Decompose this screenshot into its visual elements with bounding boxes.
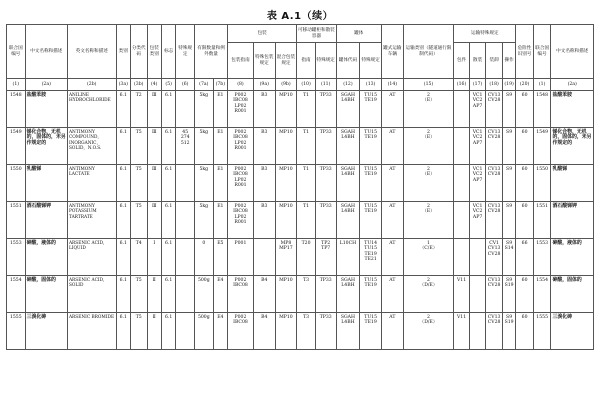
label-cell: 6.1: [161, 91, 175, 128]
column-number: (7a): [195, 79, 214, 91]
packing-instruction-cell: [228, 276, 254, 313]
vehicle-cell: AT: [382, 165, 404, 202]
tunnel-code: （C/E）: [419, 246, 438, 252]
column-number: (4): [147, 79, 161, 91]
cell-line: R001: [234, 146, 247, 152]
cn-name-cell: 酒石酸锑钾: [25, 202, 67, 239]
hazard-id-cell: 60: [516, 313, 534, 350]
un-cell-2: 1553: [533, 239, 551, 276]
header-special-provisions: 特殊规定: [176, 25, 195, 79]
cell-line: R001: [234, 109, 247, 115]
column-number: (17): [469, 79, 486, 91]
header-transport-category: 运输类别（隧道通行限制代码）: [403, 25, 454, 79]
cn-name-cell: 锑化合物，无机的，固体的，未另作规定的: [25, 128, 67, 165]
un-cell-2: 1555: [533, 313, 551, 350]
column-number: (3b): [130, 79, 147, 91]
cn-name-cell-2: 砷酸，液体的: [551, 239, 594, 276]
packing-group-cell: Ⅰ: [147, 239, 161, 276]
un-cell: 1553: [7, 239, 26, 276]
limited-quantity-cell: 500g: [195, 276, 214, 313]
pt-special-cell: TP33: [315, 276, 336, 313]
header-ts-operation: 操作: [502, 43, 515, 79]
tank-code-cell: SGAH L4BH: [336, 313, 360, 350]
column-number: (12): [336, 79, 360, 91]
vehicle-cell: AT: [382, 202, 404, 239]
pt-instruction-cell: T1: [297, 202, 316, 239]
cn-name-cell: 盐酸苯胺: [25, 91, 67, 128]
vehicle-cell: AT: [382, 276, 404, 313]
tank-special-cell: TU14 TU15 TE19 TE21: [360, 239, 382, 276]
dangerous-goods-table: [6, 24, 594, 350]
pt-special-cell: TP33: [315, 128, 336, 165]
special-provisions-cell: 45 274 512: [176, 128, 195, 165]
cn-name-cell-2: 盐酸苯胺: [551, 91, 594, 128]
ts-packages-cell: V11: [454, 313, 470, 350]
special-packing-cell: B3: [253, 128, 275, 165]
ts-bulk-cell: [469, 313, 486, 350]
header-tank-special: 特殊规定: [360, 43, 382, 79]
limited-quantity-cell: 500g: [195, 313, 214, 350]
column-number: (18): [486, 79, 503, 91]
limited-quantity-cell: 5kg: [195, 128, 214, 165]
ts-packages-cell: [454, 91, 470, 128]
column-number: (9a): [253, 79, 275, 91]
un-cell: 1550: [7, 165, 26, 202]
packing-instruction-cell: [228, 91, 254, 128]
label-cell: 6.1: [161, 202, 175, 239]
ts-operation-cell: S9 S19: [502, 313, 515, 350]
un-cell-2: 1549: [533, 128, 551, 165]
class-cell: 6.1: [116, 276, 130, 313]
mixed-packing-cell: MP8 MP17: [275, 239, 297, 276]
class-code-cell: T5: [130, 128, 147, 165]
cn-name-cell: 三溴化砷: [25, 313, 67, 350]
column-number: (13): [360, 79, 382, 91]
excepted-quantity-cell: E1: [213, 91, 227, 128]
ts-operation-cell: S9: [502, 91, 515, 128]
header-cn-name-2: 中文名称和描述: [551, 25, 594, 79]
limited-quantity-cell: 5kg: [195, 165, 214, 202]
hazard-id-cell: 60: [516, 128, 534, 165]
class-cell: 6.1: [116, 202, 130, 239]
cell-line: R001: [234, 220, 247, 226]
tank-code-cell: SGAH L4BH: [336, 276, 360, 313]
en-name-cell: ANTIMONY LACTATE: [67, 165, 116, 202]
ts-loading-cell: CV13 CV28: [486, 313, 503, 350]
en-name-cell: ARSENIC BROMIDE: [67, 313, 116, 350]
header-un-no: 联合国编号: [7, 25, 26, 79]
mixed-packing-cell: MP10: [275, 91, 297, 128]
special-packing-cell: B3: [253, 165, 275, 202]
column-number-row: [7, 79, 594, 91]
ts-bulk-cell: VC1 VC2 AP7: [469, 202, 486, 239]
header-class: 类别: [116, 25, 130, 79]
packing-group-cell: Ⅱ: [147, 276, 161, 313]
ts-packages-cell: [454, 202, 470, 239]
special-packing-cell: B3: [253, 202, 275, 239]
column-number: (16): [454, 79, 470, 91]
un-cell: 1554: [7, 276, 26, 313]
header-un-no-2: 联合国编号: [533, 25, 551, 79]
header-cn-name: 中文名称和描述: [25, 25, 67, 79]
transport-category-cell: [403, 91, 454, 128]
cn-name-cell-2: 三溴化砷: [551, 313, 594, 350]
cell-line: P002: [234, 166, 247, 172]
transport-category-cell: [403, 202, 454, 239]
packing-instruction-cell: [228, 165, 254, 202]
cell-line: IBC08: [233, 320, 248, 326]
table-row: [7, 276, 594, 313]
cell-line: R001: [234, 183, 247, 189]
cell-line: LP02: [234, 103, 247, 109]
column-number: (3a): [116, 79, 130, 91]
ts-loading-cell: CV1 CV13 CV28: [486, 239, 503, 276]
column-number: (5): [161, 79, 175, 91]
header-vehicle: 罐式运输车辆: [382, 25, 404, 79]
tank-special-cell: TU15 TE19: [360, 165, 382, 202]
un-cell: 1548: [7, 91, 26, 128]
ts-loading-cell: CV13 CV28: [486, 276, 503, 313]
special-provisions-cell: [176, 313, 195, 350]
tunnel-code: （E）: [422, 98, 435, 104]
hazard-id-cell: 66: [516, 239, 534, 276]
pt-special-cell: TP33: [315, 313, 336, 350]
mixed-packing-cell: MP10: [275, 276, 297, 313]
cn-name-cell: 砷酸，固体的: [25, 276, 67, 313]
transport-category-cell: [403, 276, 454, 313]
transport-category-cell: [403, 165, 454, 202]
header-packaging: 包装: [228, 25, 297, 43]
cn-name-cell: 砷酸，液体的: [25, 239, 67, 276]
limited-quantity-cell: 5kg: [195, 202, 214, 239]
tank-special-cell: TU15 TE19: [360, 202, 382, 239]
header-en-name: 英文名称和描述: [67, 25, 116, 79]
tank-code-cell: SGAH L4BH: [336, 202, 360, 239]
tunnel-code: （E）: [422, 172, 435, 178]
ts-operation-cell: S9 S19: [502, 276, 515, 313]
packing-group-cell: Ⅲ: [147, 128, 161, 165]
excepted-quantity-cell: E1: [213, 202, 227, 239]
un-cell-2: 1548: [533, 91, 551, 128]
tunnel-code: （E）: [422, 135, 435, 141]
pt-instruction-cell: T3: [297, 313, 316, 350]
column-number: (14): [382, 79, 404, 91]
special-packing-cell: B4: [253, 276, 275, 313]
header-ts-bulk: 散装: [469, 43, 486, 79]
en-name-cell: ARSENIC ACID，SOLID: [67, 276, 116, 313]
header-transport-special: 运输特殊规定: [454, 25, 516, 43]
column-number: (20): [516, 79, 534, 91]
header-hazard-id: 危险性识别号: [516, 25, 534, 79]
ts-packages-cell: [454, 128, 470, 165]
special-packing-cell: B4: [253, 313, 275, 350]
tunnel-code: （D/E）: [419, 320, 438, 326]
pt-special-cell: TP33: [315, 202, 336, 239]
ts-loading-cell: CV13 CV28: [486, 202, 503, 239]
column-number: (2b): [67, 79, 116, 91]
special-provisions-cell: [176, 91, 195, 128]
class-code-cell: T5: [130, 276, 147, 313]
tank-special-cell: TU15 TE19: [360, 276, 382, 313]
page-title: 表 A.1（续）: [266, 11, 334, 22]
pt-instruction-cell: T1: [297, 165, 316, 202]
mixed-packing-cell: MP10: [275, 313, 297, 350]
packing-instruction-cell: [228, 202, 254, 239]
hazard-id-cell: 60: [516, 276, 534, 313]
cell-line: P002: [234, 129, 247, 135]
header-pt-special: 特殊规定: [315, 43, 336, 79]
packing-group-cell: Ⅲ: [147, 91, 161, 128]
column-number: (8): [228, 79, 254, 91]
ts-loading-cell: CV13 CV28: [486, 91, 503, 128]
excepted-quantity-cell: E4: [213, 276, 227, 313]
tank-special-cell: TU15 TE19: [360, 313, 382, 350]
ts-loading-cell: CV13 CV28: [486, 128, 503, 165]
column-number: (1): [7, 79, 26, 91]
special-packing-cell: B3: [253, 91, 275, 128]
header-limited-excepted: 有限数量和例外数量: [195, 25, 228, 79]
transport-category-cell: [403, 239, 454, 276]
pt-instruction-cell: T20: [297, 239, 316, 276]
tank-code-cell: L10CH: [336, 239, 360, 276]
cell-line: LP02: [234, 177, 247, 183]
excepted-quantity-cell: E4: [213, 313, 227, 350]
header-pt-instruction: 指南: [297, 43, 316, 79]
table-header: [7, 25, 594, 91]
limited-quantity-cell: 0: [195, 239, 214, 276]
column-number: (7b): [213, 79, 227, 91]
transport-category: 2: [427, 129, 430, 135]
transport-category: 2: [427, 92, 430, 98]
packing-group-cell: Ⅲ: [147, 202, 161, 239]
column-number: (6): [176, 79, 195, 91]
pt-instruction-cell: T3: [297, 276, 316, 313]
pt-special-cell: TP33: [315, 91, 336, 128]
header-label: 标志: [161, 25, 175, 79]
label-cell: 6.1: [161, 276, 175, 313]
table-row: [7, 128, 594, 165]
header-portable-tank: 可移动罐柜和散装容器: [297, 25, 336, 43]
transport-category: 2: [427, 314, 430, 320]
hazard-id-cell: 60: [516, 91, 534, 128]
pt-special-cell: TP2 TP7: [315, 239, 336, 276]
ts-packages-cell: V11: [454, 276, 470, 313]
packing-instruction-cell: [228, 128, 254, 165]
cell-line: P002: [234, 92, 247, 98]
packing-instruction-cell: [228, 239, 254, 276]
header-class-code: 分类代码: [130, 25, 147, 79]
mixed-packing-cell: MP10: [275, 128, 297, 165]
hazard-id-cell: 60: [516, 165, 534, 202]
cell-line: P002: [234, 203, 247, 209]
class-code-cell: T4: [130, 239, 147, 276]
cell-line: LP02: [234, 140, 247, 146]
table-row: [7, 239, 594, 276]
en-name-cell: ANILINE HYDROCHLORIDE: [67, 91, 116, 128]
cell-line: IBC08: [233, 135, 248, 141]
cell-line: IBC08: [233, 98, 248, 104]
class-code-cell: T2: [130, 91, 147, 128]
ts-bulk-cell: [469, 276, 486, 313]
column-number: (9b): [275, 79, 297, 91]
tunnel-code: （E）: [422, 209, 435, 215]
special-packing-cell: [253, 239, 275, 276]
header-ts-loading: 装卸: [486, 43, 503, 79]
table-row: [7, 313, 594, 350]
transport-category: 1: [427, 240, 430, 246]
special-provisions-cell: [176, 165, 195, 202]
header-packing-instruction: 包装指南: [228, 43, 254, 79]
class-code-cell: T5: [130, 165, 147, 202]
tank-special-cell: TU15 TE19: [360, 128, 382, 165]
table-row: [7, 91, 594, 128]
column-number: (2a): [25, 79, 67, 91]
un-cell: 1551: [7, 202, 26, 239]
header-tank-code: 罐体代码: [336, 43, 360, 79]
un-cell: 1549: [7, 128, 26, 165]
table-body: [7, 91, 594, 350]
tank-code-cell: SGAH L4BH: [336, 91, 360, 128]
ts-loading-cell: CV13 CV28: [486, 165, 503, 202]
cell-line: P001: [234, 240, 247, 246]
class-cell: 6.1: [116, 128, 130, 165]
pt-instruction-cell: T1: [297, 128, 316, 165]
cn-name-cell-2: 乳酸锑: [551, 165, 594, 202]
class-cell: 6.1: [116, 91, 130, 128]
vehicle-cell: AT: [382, 91, 404, 128]
packing-group-cell: Ⅱ: [147, 313, 161, 350]
cn-name-cell: 乳酸锑: [25, 165, 67, 202]
tank-code-cell: SGAH L4BH: [336, 128, 360, 165]
vehicle-cell: AT: [382, 239, 404, 276]
cn-name-cell-2: 锑化合物，无机的，固体的，未另作规定的: [551, 128, 594, 165]
en-name-cell: ANTIMONY COMPOUND，INORGANIC，SOLID，N.O.S.: [67, 128, 116, 165]
class-cell: 6.1: [116, 165, 130, 202]
ts-packages-cell: [454, 165, 470, 202]
un-cell: 1555: [7, 313, 26, 350]
cell-line: IBC08: [233, 209, 248, 215]
cell-line: IBC08: [233, 283, 248, 289]
label-cell: 6.1: [161, 128, 175, 165]
column-number: (15): [403, 79, 454, 91]
ts-bulk-cell: VC1 VC2 AP7: [469, 165, 486, 202]
header-packing-group: 包装类别: [147, 25, 161, 79]
transport-category-cell: [403, 128, 454, 165]
header-ts-packages: 包件: [454, 43, 470, 79]
mixed-packing-cell: MP10: [275, 202, 297, 239]
ts-bulk-cell: [469, 239, 486, 276]
limited-quantity-cell: 5kg: [195, 91, 214, 128]
pt-instruction-cell: T1: [297, 91, 316, 128]
en-name-cell: ARSENIC ACID，LIQUID: [67, 239, 116, 276]
mixed-packing-cell: MP10: [275, 165, 297, 202]
special-provisions-cell: [176, 202, 195, 239]
transport-category: 2: [427, 277, 430, 283]
transport-category-cell: [403, 313, 454, 350]
ts-operation-cell: S9 S14: [502, 239, 515, 276]
vehicle-cell: AT: [382, 313, 404, 350]
header-special-packing: 特殊包装规定: [253, 43, 275, 79]
column-number: (2a): [551, 79, 594, 91]
header-tank: 罐体: [336, 25, 381, 43]
tank-code-cell: SGAH L4BH: [336, 165, 360, 202]
class-code-cell: T5: [130, 202, 147, 239]
column-number: (1): [533, 79, 551, 91]
label-cell: 6.1: [161, 313, 175, 350]
hazard-id-cell: 60: [516, 202, 534, 239]
cell-line: LP02: [234, 214, 247, 220]
cell-line: P002: [234, 314, 247, 320]
pt-special-cell: TP33: [315, 165, 336, 202]
un-cell-2: 1554: [533, 276, 551, 313]
excepted-quantity-cell: E1: [213, 165, 227, 202]
un-cell-2: 1550: [533, 165, 551, 202]
column-number: (11): [315, 79, 336, 91]
ts-packages-cell: [454, 239, 470, 276]
tunnel-code: （D/E）: [419, 283, 438, 289]
ts-operation-cell: S9: [502, 128, 515, 165]
cn-name-cell-2: 砷酸，固体的: [551, 276, 594, 313]
transport-category: 2: [427, 166, 430, 172]
ts-bulk-cell: VC1 VC2 AP7: [469, 91, 486, 128]
table-row: [7, 165, 594, 202]
label-cell: 6.1: [161, 239, 175, 276]
special-provisions-cell: [176, 276, 195, 313]
cell-line: P002: [234, 277, 247, 283]
ts-bulk-cell: VC1 VC2 AP7: [469, 128, 486, 165]
excepted-quantity-cell: E5: [213, 239, 227, 276]
excepted-quantity-cell: E1: [213, 128, 227, 165]
cn-name-cell-2: 酒石酸锑钾: [551, 202, 594, 239]
vehicle-cell: AT: [382, 128, 404, 165]
un-cell-2: 1551: [533, 202, 551, 239]
tank-special-cell: TU15 TE19: [360, 91, 382, 128]
column-number: (10): [297, 79, 316, 91]
label-cell: 6.1: [161, 165, 175, 202]
header-mixed-packing: 混合包装规定: [275, 43, 297, 79]
class-code-cell: T5: [130, 313, 147, 350]
en-name-cell: ANTIMONY POTASSIUM TARTRATE: [67, 202, 116, 239]
ts-operation-cell: S9: [502, 165, 515, 202]
packing-instruction-cell: [228, 313, 254, 350]
class-cell: 6.1: [116, 239, 130, 276]
special-provisions-cell: [176, 239, 195, 276]
packing-group-cell: Ⅲ: [147, 165, 161, 202]
table-row: [7, 202, 594, 239]
cell-line: IBC08: [233, 172, 248, 178]
column-number: (19): [502, 79, 515, 91]
ts-operation-cell: S9: [502, 202, 515, 239]
transport-category: 2: [427, 203, 430, 209]
class-cell: 6.1: [116, 313, 130, 350]
